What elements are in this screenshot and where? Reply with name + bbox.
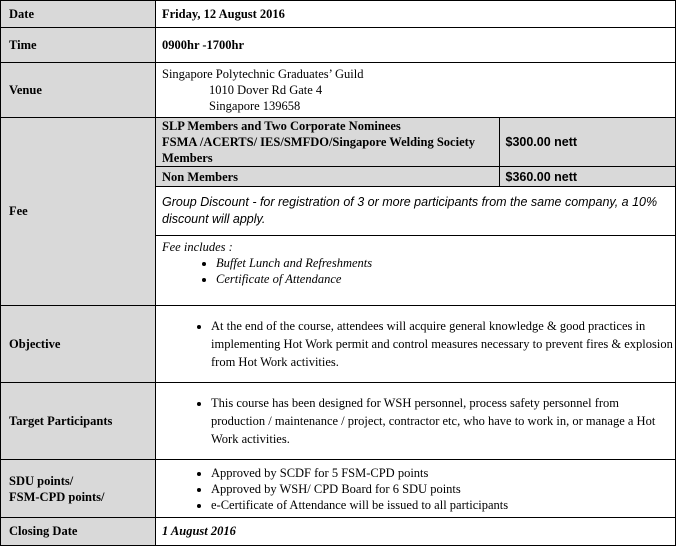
target-text: • This course has been designed for WSH personnel, process safety personnel from production / maintenance / project, contractor etc, who have to work in, or manage a Hot Work activities.	[211, 394, 675, 448]
fee-members-price: $300.00 nett	[499, 118, 675, 167]
fee-members-title: SLP Members and Two Corporate Nominees	[162, 119, 401, 133]
objective-text: • At the end of the course, attendees will acquire general knowledge & good practices in implementing Hot Work permit and control measures necessary to prevent fires & explosion from Hot Work activities.	[211, 317, 675, 371]
fee-includes-list	[162, 255, 669, 287]
fee-table	[156, 118, 675, 304]
fee-includes	[156, 236, 675, 291]
sdu-row	[1, 460, 676, 518]
date-row	[1, 1, 676, 28]
objective-label: Objective	[1, 306, 156, 383]
sdu-list	[156, 465, 675, 513]
closing-row	[1, 518, 676, 546]
list-item: • Buffet Lunch and Refreshments	[216, 255, 669, 271]
list-item: • Approved by WSH/ CPD Board for 6 SDU points	[211, 481, 675, 497]
list-item: • e-Certificate of Attendance will be issued to all participants	[211, 497, 675, 513]
fee-row	[1, 118, 676, 306]
list-item: • Certificate of Attendance	[216, 271, 669, 287]
sdu-label-line-2: FSM-CPD points/	[9, 489, 105, 504]
venue-line-1: Singapore Polytechnic Graduates’ Guild	[162, 67, 364, 81]
fee-nonmembers-type: Non Members	[156, 167, 499, 187]
fee-details	[156, 118, 676, 306]
target-row	[1, 383, 676, 460]
closing-label: Closing Date	[1, 518, 156, 546]
fee-nonmembers-row	[156, 167, 675, 187]
time-value: 0900hr -1700hr	[156, 28, 676, 63]
time-row	[1, 28, 676, 63]
target-cell	[156, 383, 676, 460]
fee-members-type	[156, 118, 499, 167]
fee-discount-cell	[156, 187, 675, 236]
date-value: Friday, 12 August 2016	[156, 1, 676, 28]
sdu-cell	[156, 460, 676, 518]
venue-label: Venue	[1, 63, 156, 118]
venue-line-3: Singapore 139658	[209, 99, 301, 113]
target-list	[156, 394, 675, 448]
sdu-label	[1, 460, 156, 518]
group-discount-text: Group Discount - for registration of 3 or more participants from the same company, a 10% discount will apply.	[162, 195, 658, 226]
target-label: Target Participants	[1, 383, 156, 460]
fee-nonmembers-price: $360.00 nett	[499, 167, 675, 187]
fee-discount-row	[156, 187, 675, 236]
time-label: Time	[1, 28, 156, 63]
venue-address	[156, 63, 676, 118]
fee-includes-row	[156, 236, 675, 304]
venue-row	[1, 63, 676, 118]
objective-row	[1, 306, 676, 383]
objective-cell	[156, 306, 676, 383]
list-item: • Approved by SCDF for 5 FSM-CPD points	[211, 465, 675, 481]
sdu-label-line-1: SDU points/	[9, 473, 74, 488]
venue-line-2: 1010 Dover Rd Gate 4	[209, 83, 323, 97]
fee-includes-cell	[156, 236, 675, 304]
fee-members-row	[156, 118, 675, 167]
closing-value: 1 August 2016	[156, 518, 676, 546]
fee-label: Fee	[1, 118, 156, 306]
fee-includes-title: Fee includes :	[162, 240, 233, 254]
objective-list	[156, 317, 675, 371]
fee-members-orgs: FSMA /ACERTS/ IES/SMFDO/Singapore Welding Society Members	[162, 135, 476, 165]
date-label: Date	[1, 1, 156, 28]
